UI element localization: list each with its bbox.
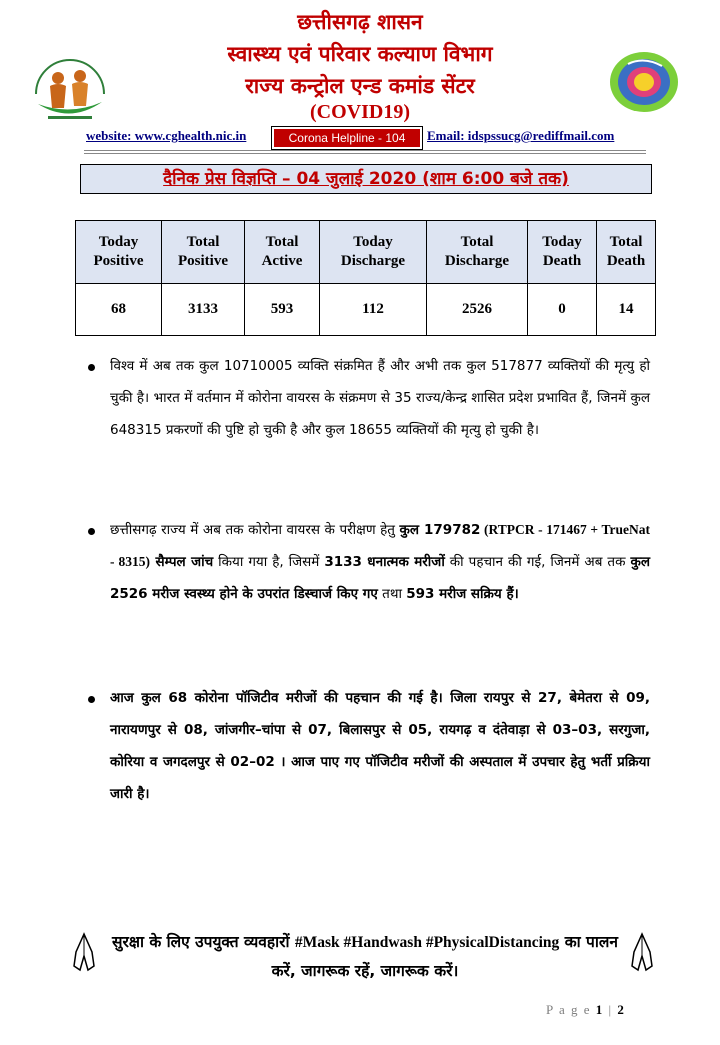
table-row — [76, 284, 656, 336]
press-release-title: दैनिक प्रेस विज्ञप्ति – 04 जुलाई 2020 (शाम 6:00 बजे तक) — [80, 164, 652, 194]
website-link[interactable]: website: www.cghealth.nic.in — [86, 128, 247, 143]
covid-stats-table — [75, 220, 656, 336]
value-total-positive: 3133 — [162, 284, 245, 336]
header-total-positive: Total Positive — [162, 221, 245, 284]
safety-slogan: सुरक्षा के लिए उपयुक्त व्यवहारों #Mask #Handwash #PhysicalDistancing का पालन करें, जागरूक रहें, जागरूक करें। — [112, 933, 618, 980]
value-total-death: 14 — [597, 284, 656, 336]
bullet-icon — [88, 696, 95, 703]
page-number: P a g e 1 | 2 — [546, 1002, 626, 1017]
header-title-state: छत्तीसगढ़ शासन — [297, 10, 423, 34]
health-department-logo — [28, 54, 112, 124]
bullet-icon — [88, 364, 95, 371]
bullet-today-district-cases: आज कुल 68 कोरोना पॉजिटीव मरीजों की पहचान की गई है। जिला रायपुर से 27, बेमेतरा से 09, नारायणपुर से 08, जांजगीर–चांपा से 07, बिलासपुर से 05, रायगढ़ व दंतेवाड़ा से 03–03, सरगुजा, कोरिया व जगदलपुर से 02–02 । आज पाए गए पॉजिटीव मरीजों की अस्पताल में उपचार हेतु भर्ती प्रक्रिया जारी है। — [110, 690, 650, 802]
header-total-discharge: Total Discharge — [427, 221, 528, 284]
value-total-discharge: 2526 — [427, 284, 528, 336]
bullet-state-testing: छत्तीसगढ़ राज्य में अब तक कोरोना वायरस के परीक्षण हेतु कुल 179782 (RTPCR - 171467 + TrueNat - 8315) सैम्पल जांच किया गया है, जिसमें 3133 धनात्मक मरीजों की पहचान की गई, जिनमें अब तक कुल 2526 मरीज स्वस्थ्य होने के उपरांत डिस्चार्ज किए गए तथा 593 मरीज सक्रिय हैं। — [110, 522, 651, 602]
header-total-active: Total Active — [245, 221, 320, 284]
header-today-positive: Today Positive — [76, 221, 162, 284]
contact-bar — [0, 126, 720, 150]
value-today-discharge: 112 — [320, 284, 427, 336]
command-center-logo — [608, 50, 680, 114]
helpline-box — [271, 126, 423, 150]
header-title-covid: (COVID19) — [310, 101, 410, 123]
helpline-label: Corona Helpline - 104 — [274, 129, 420, 147]
header-title-department: स्वास्थ्य एवं परिवार कल्याण विभाग — [227, 42, 493, 66]
header-today-discharge: Today Discharge — [320, 221, 427, 284]
bullet-world-india-stats: विश्व में अब तक कुल 10710005 व्यक्ति संक्रमित हैं और अभी तक कुल 517877 व्यक्तियों की मृत्यु हो चुकी है। भारत में वर्तमान में कोरोना वायरस के संक्रमण से 35 राज्य/केन्द्र शासित प्रदेश प्रभावित हैं, जिनमें कुल 648315 प्रकरणों की पुष्टि हो चुकी है और कुल 18655 व्यक्तियों की मृत्यु हो चुकी है। — [110, 358, 650, 438]
folded-hands-icon — [70, 932, 98, 972]
header-total-death: Total Death — [597, 221, 656, 284]
divider-bottom — [84, 153, 646, 154]
email-link[interactable]: Email: idspssucg@rediffmail.com — [427, 128, 615, 143]
header-today-death: Today Death — [528, 221, 597, 284]
divider-top — [84, 150, 646, 151]
bullet-icon — [88, 528, 95, 535]
table-header-row — [76, 221, 656, 284]
value-today-positive: 68 — [76, 284, 162, 336]
folded-hands-icon — [628, 932, 656, 972]
value-today-death: 0 — [528, 284, 597, 336]
header-title-center: राज्य कन्ट्रोल एन्ड कमांड सेंटर — [245, 74, 475, 98]
value-total-active: 593 — [245, 284, 320, 336]
